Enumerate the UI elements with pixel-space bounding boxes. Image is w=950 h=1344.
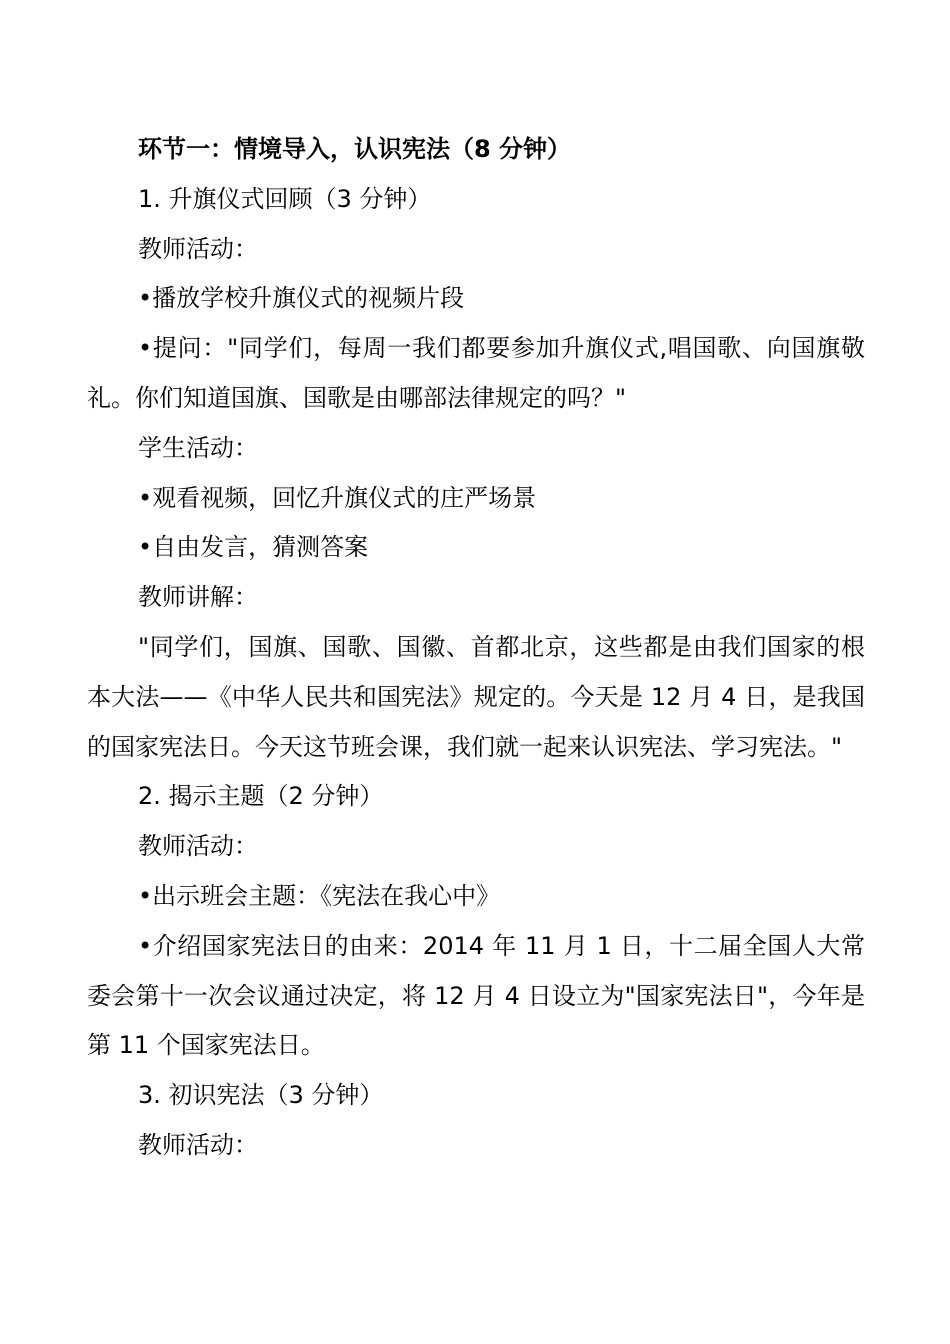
subsection-title: 3. 初识宪法（3 分钟） bbox=[138, 1081, 384, 1110]
document-page bbox=[87, 125, 865, 1171]
bullet-item: •介绍国家宪法日的由来：2014 年 11 月 1 日，十二届全国人大常委会第十一次会议通过决定，将 12 月 4 日设立为"国家宪法日"，今年是第 11 个国家宪法日。 bbox=[87, 931, 865, 1060]
section-heading: 环节一：情境导入，认识宪法（8 分钟） bbox=[138, 135, 572, 163]
subsection-title: 2. 揭示主题（2 分钟） bbox=[138, 782, 384, 811]
activity-label: 教师活动： bbox=[138, 1130, 258, 1159]
bullet-item: •自由发言，猜测答案 bbox=[138, 533, 369, 562]
bullet-item: •播放学校升旗仪式的视频片段 bbox=[138, 284, 465, 313]
activity-label: 学生活动： bbox=[138, 433, 258, 462]
activity-label: 教师讲解： bbox=[138, 583, 258, 612]
bullet-item: •出示班会主题：《宪法在我心中》 bbox=[138, 881, 501, 910]
body-paragraph: "同学们，国旗、国歌、国徽、首都北京，这些都是由我们国家的根本大法——《中华人民共和国宪法》规定的。今天是 12 月 4 日，是我国的国家宪法日。今天这节班会课，我们就一起来认识宪法、学习宪法。" bbox=[87, 632, 865, 761]
subsection-title: 1. 升旗仪式回顾（3 分钟） bbox=[138, 184, 432, 213]
activity-label: 教师活动： bbox=[138, 234, 258, 263]
activity-label: 教师活动： bbox=[138, 832, 258, 861]
bullet-item: •提问："同学们，每周一我们都要参加升旗仪式,唱国歌、向国旗敬礼。你们知道国旗、国歌是由哪部法律规定的吗？" bbox=[87, 334, 865, 412]
bullet-item: •观看视频，回忆升旗仪式的庄严场景 bbox=[138, 483, 537, 512]
